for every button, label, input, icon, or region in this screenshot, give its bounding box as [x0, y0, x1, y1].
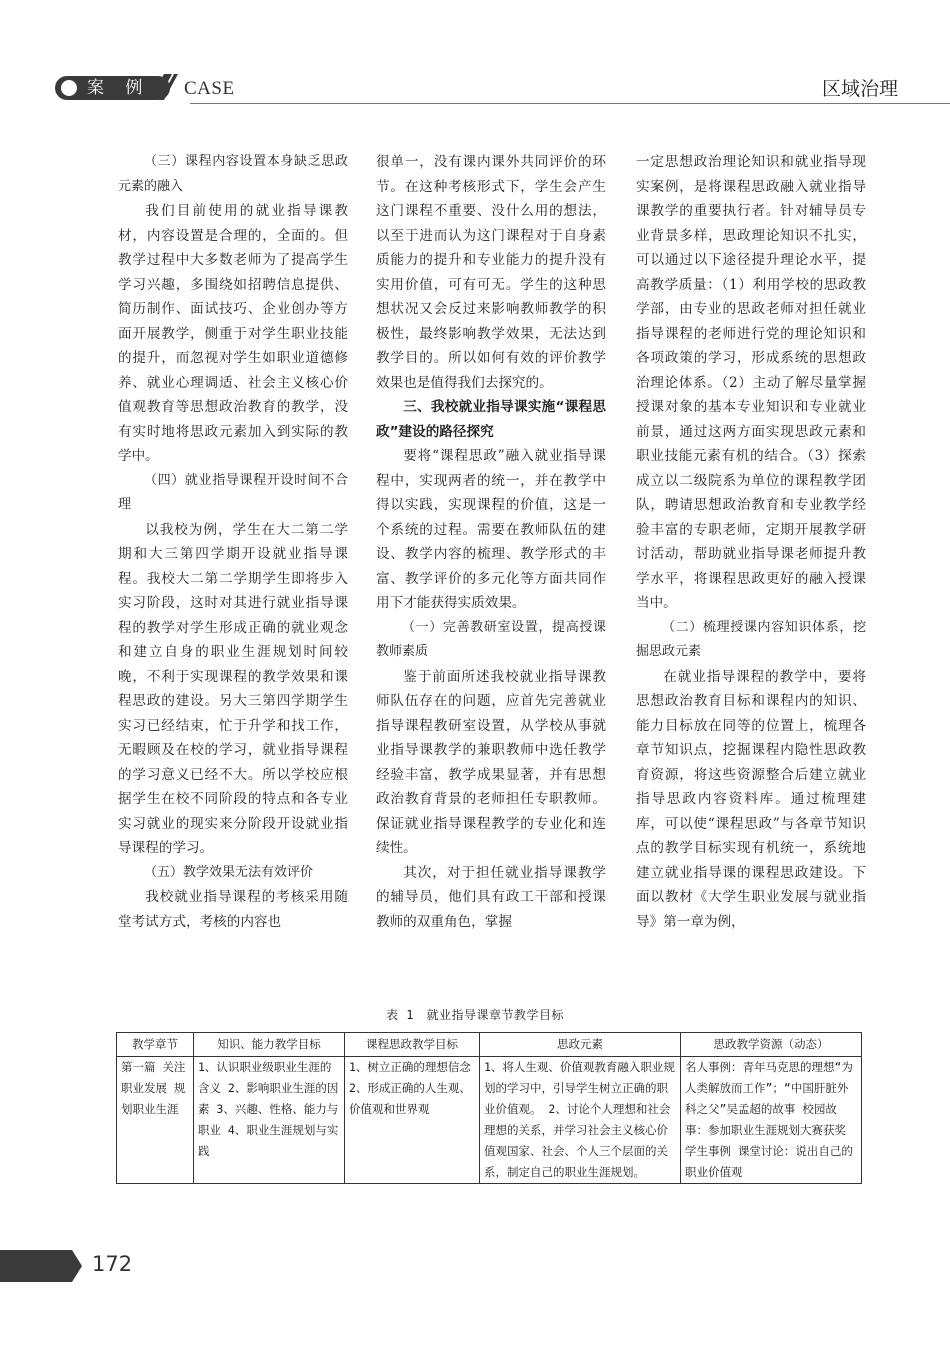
- table-cell: 名人事例：青年马克思的理想“为人类解放而工作”；“中国肝脏外科之父”吴孟超的故事 校园故事：参加职业生涯规划大赛获奖学生事例 课堂讨论：说出自己的职业价值观: [681, 1057, 862, 1184]
- subheading: （二）梳理授课内容知识体系，挖掘思政元素: [636, 619, 866, 659]
- column-2: [376, 150, 606, 934]
- table-cell: 1、树立正确的理想信念 2、形成正确的人生观、价值观和世界观: [345, 1057, 480, 1184]
- subheading: （四）就业指导课程开设时间不合理: [118, 472, 348, 512]
- table-row: [117, 1057, 862, 1184]
- column-1: [118, 150, 348, 934]
- paragraph: 一定思想政治理论知识和就业指导现实案例，是将课程思政融入就业指导课教学的重要执行者。针对辅导员专业背景多样，思政理论知识不扎实，可以通过以下途径提升理论水平，提高教学质量：（1）利用学校的思政教学部，由专业的思政老师对担任就业指导课程的老师进行党的理论知识和各项政策的学习，形成系统的思想政治理论体系。（2）主动了解尽量掌握授课对象的基本专业知识和专业就业前景，通过这两方面实现思政元素和职业技能元素有机的结合。（3）探索成立以二级院系为单位的课程教学团队，聘请思想政治教育和专业教学经验丰富的专职老师，定期开展教学研讨活动，帮助就业指导课老师提升教学水平，将课程思政更好的融入授课当中。: [636, 154, 866, 611]
- table-caption: 表 1 就业指导课章节教学目标: [386, 1008, 564, 1022]
- paragraph: 要将“课程思政”融入就业指导课程中，实现两者的统一，并在教学中得以实践，实现课程的价值，这是一个系统的过程。需要在教师队伍的建设、教学内容的梳理、教学形式的丰富、教学评价的多元化等方面共同作用下才能获得实质效果。: [376, 448, 606, 611]
- table-header: 思政教学资源（动态）: [681, 1033, 862, 1057]
- paragraph: 在就业指导课程的教学中，要将思想政治教育目标和课程内的知识、能力目标放在同等的位置上，梳理各章节知识点，挖掘课程内隐性思政教育资源，将这些资源整合后建立就业指导思政内容资料库。通过梳理建库，可以使“课程思政”与各章节知识点的教学目标实现有机统一，系统地建立就业指导课的课程思政建设。下面以教材《大学生职业发展与就业指导》第一章为例，: [636, 668, 866, 930]
- circle-icon: [61, 80, 77, 96]
- subheading: （五）教学效果无法有效评价: [144, 864, 314, 880]
- slash-icon: [150, 74, 180, 100]
- paragraph: 鉴于前面所述我校就业指导课教师队伍存在的问题，应首先完善就业指导课程教研室设置，从学校从事就业指导课教学的兼职教师中选任教学经验丰富，教学成果显著，并有思想政治教育背景的老师担任专职教师。保证就业指导课程教学的专业化和连续性。: [376, 668, 606, 856]
- objectives-table: [116, 1032, 862, 1184]
- paragraph: 其次，对于担任就业指导课教学的辅导员，他们具有政工干部和授课教师的双重角色，掌握: [376, 864, 606, 930]
- table-header: 思政元素: [480, 1033, 681, 1057]
- table-header-row: [117, 1033, 862, 1057]
- region-label: 区域治理: [821, 78, 898, 100]
- page-number: 172: [92, 1252, 133, 1276]
- table-header: 知识、能力教学目标: [194, 1033, 345, 1057]
- subheading: （一）完善教研室设置，提高授课教师素质: [376, 619, 606, 659]
- paragraph: 以我校为例，学生在大二第二学期和大三第四学期开设就业指导课程。我校大二第二学期学生即将步入实习阶段，这时对其进行就业指导课程的教学对学生形成正确的就业观念和建立自身的职业生涯规划时间较晚，不利于实现课程的教学效果和课程思政的建设。另大三第四学期学生实习已经结束，忙于升学和找工作，无暇顾及在校的学习，就业指导课程的学习意义已经不大。所以学校应根据学生在校不同阶段的特点和各专业实习就业的现实来分阶段开设就业指导课程的学习。: [118, 521, 348, 856]
- table-cell: 1、将人生观、价值观教育融入职业规划的学习中，引导学生树立正确的职业价值观。 2、讨论个人理想和社会理想的关系，并学习社会主义核心价值观国家、社会、个人三个层面的关系，制定自己的职业生涯规划。: [480, 1057, 681, 1184]
- subheading: （三）课程内容设置本身缺乏思政元素的融入: [118, 154, 348, 194]
- page-header: [0, 68, 950, 110]
- table-header: 教学章节: [117, 1033, 194, 1057]
- table-header: 课程思政教学目标: [345, 1033, 480, 1057]
- paragraph: 我们目前使用的就业指导课教材，内容设置是合理的，全面的。但教学过程中大多数老师为了提高学生学习兴趣，多围绕如招聘信息提供、简历制作、面试技巧、企业创办等方面开展教学，侧重于对学生职业技能的提升，而忽视对学生如职业道德修养、就业心理调适、社会主义核心价值观教育等思想政治教育的教学，没有实时地将思政元素加入到实际的教学中。: [118, 203, 348, 464]
- table-cell: 第一篇 关注职业发展 规划职业生涯: [117, 1057, 194, 1184]
- section-heading: 三、我校就业指导课实施“课程思政”建设的路径探究: [376, 399, 606, 440]
- header-rule: [190, 103, 950, 104]
- case-label: CASE: [184, 78, 235, 99]
- column-3: [636, 150, 866, 934]
- paragraph: 我校就业指导课程的考核采用随堂考试方式，考核的内容也: [118, 889, 348, 930]
- section-label: 案 例: [87, 78, 151, 98]
- paragraph: 很单一，没有课内课外共同评价的环节。在这种考核形式下，学生会产生这门课程不重要、没什么用的想法，以至于进而认为这门课程对于自身素质能力的提升和专业能力的提升没有实用价值，可有可无。学生的这种思想状况又会反过来影响教师教学的积极性，最终影响教学效果，无法达到教学目的。所以如何有效的评价教学效果也是值得我们去探究的。: [376, 154, 606, 391]
- table-cell: 1、认识职业级职业生涯的含义 2、影响职业生涯的因素 3、兴趣、性格、能力与职业 4、职业生涯规划与实践: [194, 1057, 345, 1184]
